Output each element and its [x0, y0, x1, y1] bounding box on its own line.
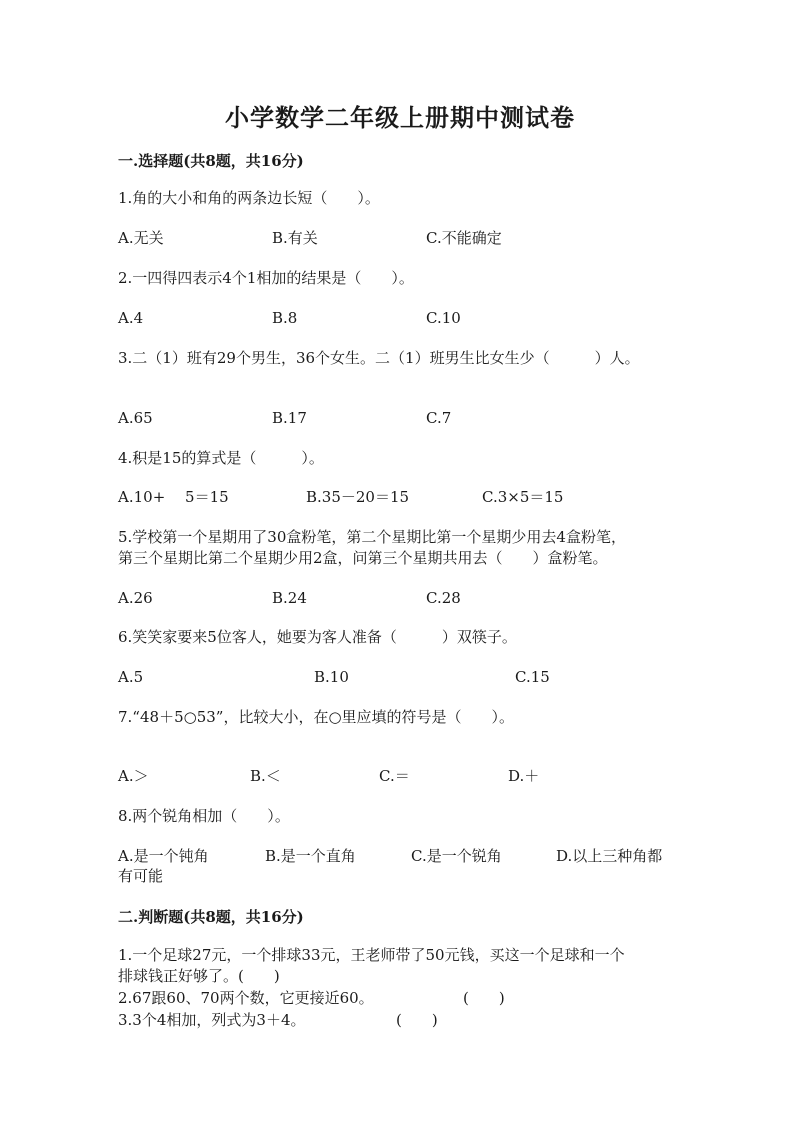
option: D.＋ [508, 767, 540, 785]
option: C.28 [426, 589, 461, 607]
option: A.10+ 5＝15 [118, 488, 229, 506]
option: B.17 [272, 409, 307, 427]
option: A.是一个钝角 [118, 847, 209, 865]
answer-parenthesis: ( ) [463, 989, 505, 1007]
option: B.10 [314, 668, 349, 686]
question-stem: 5.学校第一个星期用了30盒粉笔，第二个星期比第一个星期少用去4盒粉笔， [118, 528, 626, 546]
question-stem: 4.积是15的算式是（ ）。 [118, 449, 324, 467]
statement: 2.67跟60、70两个数，它更接近60。 [118, 989, 374, 1007]
option: D.以上三种角都 [556, 847, 663, 865]
option: A.无关 [118, 229, 164, 247]
page-title: 小学数学二年级上册期中测试卷 [225, 103, 575, 132]
option: C.3×5＝15 [482, 488, 564, 506]
option: A.5 [118, 668, 144, 686]
answer-parenthesis: ( ) [396, 1011, 438, 1029]
option: C.＝ [379, 767, 410, 785]
question-stem: 7.“48＋5○53”，比较大小，在○里应填的符号是（ ）。 [118, 708, 515, 726]
option-continued: 有可能 [118, 867, 164, 885]
option: B.35－20＝15 [306, 488, 410, 506]
option: A.65 [118, 409, 153, 427]
option: A.26 [118, 589, 153, 607]
option: C.10 [426, 309, 461, 327]
question-stem: 6.笑笑家要来5位客人，她要为客人准备（ ）双筷子。 [118, 628, 517, 646]
option: B.有关 [272, 229, 318, 247]
section-heading-choice: 一.选择题(共8题，共16分) [118, 152, 304, 170]
option: C.是一个锐角 [411, 847, 502, 865]
option: B.8 [272, 309, 298, 327]
option: B.24 [272, 589, 307, 607]
option: C.7 [426, 409, 452, 427]
question-stem: 3.二（1）班有29个男生，36个女生。二（1）班男生比女生少（ ）人。 [118, 349, 640, 367]
statement: 3.3个4相加，列式为3＋4。 [118, 1011, 306, 1029]
question-stem: 8.两个锐角相加（ ）。 [118, 807, 290, 825]
section-heading-judgement: 二.判断题(共8题，共16分) [118, 908, 304, 926]
option: C.15 [515, 668, 550, 686]
statement: 1.一个足球27元，一个排球33元，王老师带了50元钱，买这一个足球和一个 [118, 946, 625, 964]
option: C.不能确定 [426, 229, 502, 247]
question-stem-continued: 第三个星期比第二个星期少用2盒，问第三个星期共用去（ ）盒粉笔。 [118, 549, 608, 567]
option: A.＞ [118, 767, 149, 785]
statement-continued: 排球钱正好够了。( ) [118, 967, 280, 985]
option: B.＜ [250, 767, 281, 785]
option: A.4 [118, 309, 144, 327]
option: B.是一个直角 [265, 847, 356, 865]
question-stem: 2.一四得四表示4个1相加的结果是（ ）。 [118, 269, 414, 287]
question-stem: 1.角的大小和角的两条边长短（ ）。 [118, 189, 380, 207]
